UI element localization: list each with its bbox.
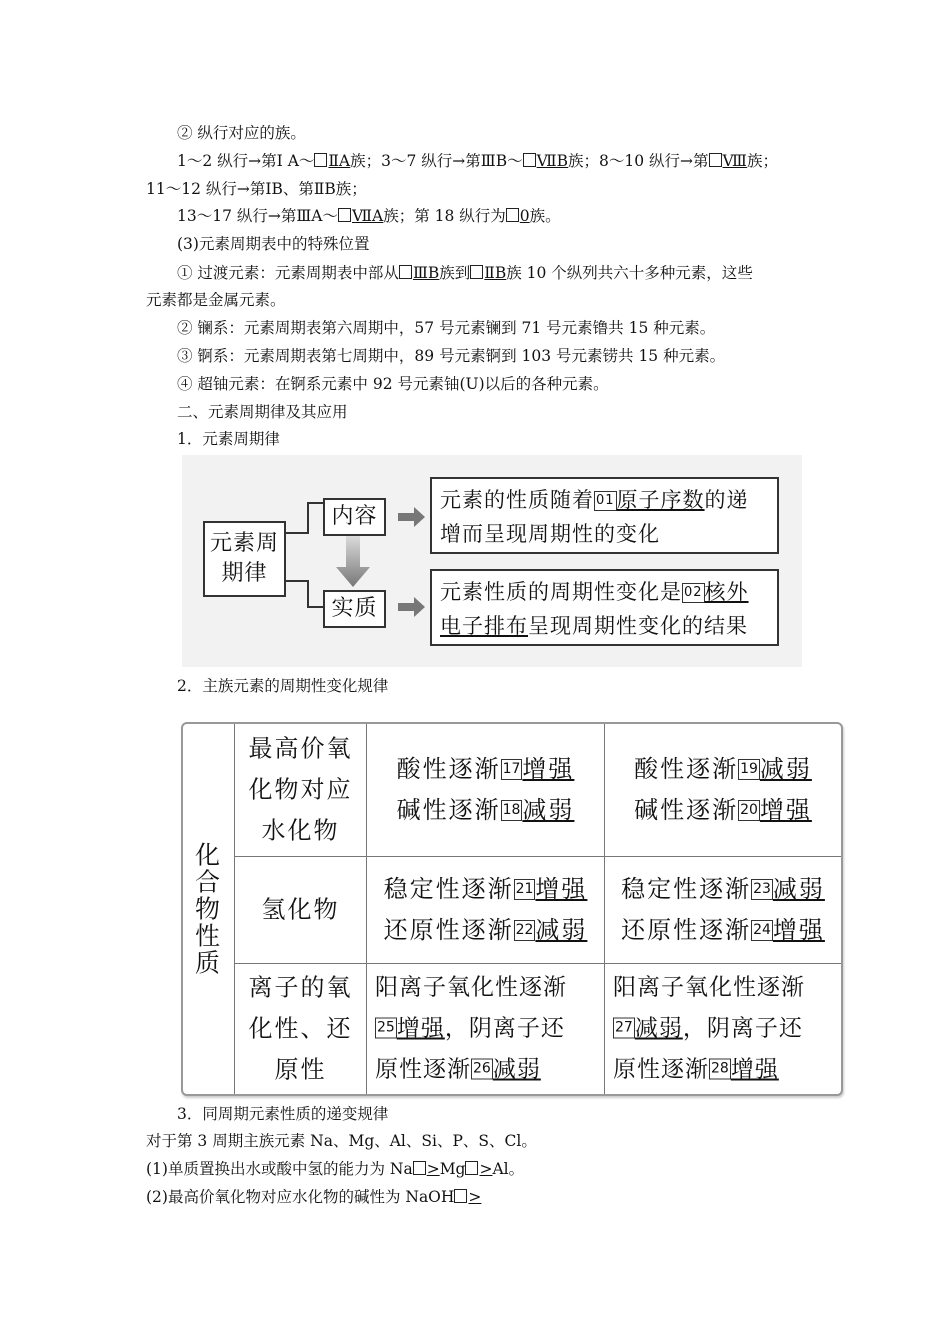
text-line: 11～12 纵行→第ⅠB、第ⅡB族； [146, 180, 367, 198]
root-label-line: 元素周 [209, 531, 279, 556]
blank-box [709, 153, 722, 167]
text-line: ② 镧系：元素周期表第六周期中，57 号元素镧到 71 号元素镥共 15 种元素。 [177, 319, 716, 337]
subsection-heading: 3．同周期元素性质的递变规律 [177, 1105, 389, 1123]
blank-box [470, 265, 483, 279]
text-line: 1～2 纵行→第Ⅰ A～ ⅡA族；3～7 纵行→第ⅢB～ ⅦB族；8～10 纵行→第 Ⅷ族； [177, 152, 778, 170]
blank-box [413, 1161, 426, 1175]
text-line: (1)单质置换出水或酸中氢的能力为 Na >Mg >Al。 [146, 1160, 525, 1178]
blank-box [523, 153, 536, 167]
blank-box [338, 208, 351, 222]
blank-box [399, 265, 412, 279]
blank-box [465, 1161, 478, 1175]
subsection-heading: 2．主族元素的周期性变化规律 [177, 677, 389, 695]
text-line: (3)元素周期表中的特殊位置 [177, 235, 370, 253]
subsection-heading: 1．元素周期律 [177, 430, 280, 448]
section-heading: 二、元素周期律及其应用 [177, 403, 348, 421]
table-cell: 稳定性逐渐 23减弱 还原性逐渐 24增强 [605, 857, 841, 964]
text-line: ② 纵行对应的族。 [177, 124, 306, 142]
side-header-cell: 化 合 物 性 质 [183, 724, 235, 1094]
essence-box: 实质 [323, 590, 386, 628]
row-header-cell: 离子的氧 化性、还 原性 [235, 964, 367, 1094]
blank-box [454, 1189, 467, 1203]
text-line: ④ 超铀元素：在锕系元素中 92 号元素铀(U)以后的各种元素。 [177, 375, 609, 393]
table-cell: 稳定性逐渐 21增强 还原性逐渐 22减弱 [367, 857, 605, 964]
text-line: ① 过渡元素：元素周期表中部从 ⅢB族到 ⅡB族 10 个纵列共六十多种元素，这些 [177, 264, 753, 282]
text-line: 对于第 3 周期主族元素 Na、Mg、Al、Si、P、S、Cl。 [146, 1132, 537, 1150]
table-cell: 酸性逐渐 19减弱 碱性逐渐 20增强 [605, 724, 841, 857]
blank-box [314, 153, 327, 167]
answer-number: 02 [682, 583, 705, 603]
root-label-line: 期律 [221, 561, 268, 586]
text-line: (2)最高价氧化物对应水化物的碱性为 NaOH > [146, 1188, 482, 1206]
row-header-cell: 最高价氧 化物对应 水化物 [235, 724, 367, 857]
table-cell: 阳离子氧化性逐渐 27减弱，阴离子还 原性逐渐 28增强 [613, 974, 805, 1083]
text-line: 元素都是金属元素。 [146, 291, 286, 309]
root-box [203, 521, 286, 597]
blank-box [506, 208, 519, 222]
table-cell: 阳离子氧化性逐渐 25增强，阴离子还 原性逐渐 26减弱 [367, 964, 605, 1094]
essence-text-box: 元素性质的周期性变化是 02核外 电子排布呈现周期性变化的结果 [430, 569, 779, 646]
content-text-box: 元素的性质随着 01原子序数的递 增而呈现周期性的变化 [430, 477, 779, 554]
text-line: 13～17 纵行→第ⅢA～ ⅦA族；第 18 纵行为 0族。 [177, 207, 561, 225]
content-box: 内容 [323, 498, 386, 536]
table-cell: 酸性逐渐 17增强 碱性逐渐 18减弱 [367, 724, 605, 857]
text-line: ③ 锕系：元素周期表第七周期中，89 号元素锕到 103 号元素铹共 15 种元素。 [177, 347, 726, 365]
row-header-cell: 氢化物 [235, 857, 367, 964]
periodic-trend-table [181, 722, 843, 1096]
periodic-law-diagram [182, 455, 802, 667]
answer-number: 01 [594, 491, 617, 511]
